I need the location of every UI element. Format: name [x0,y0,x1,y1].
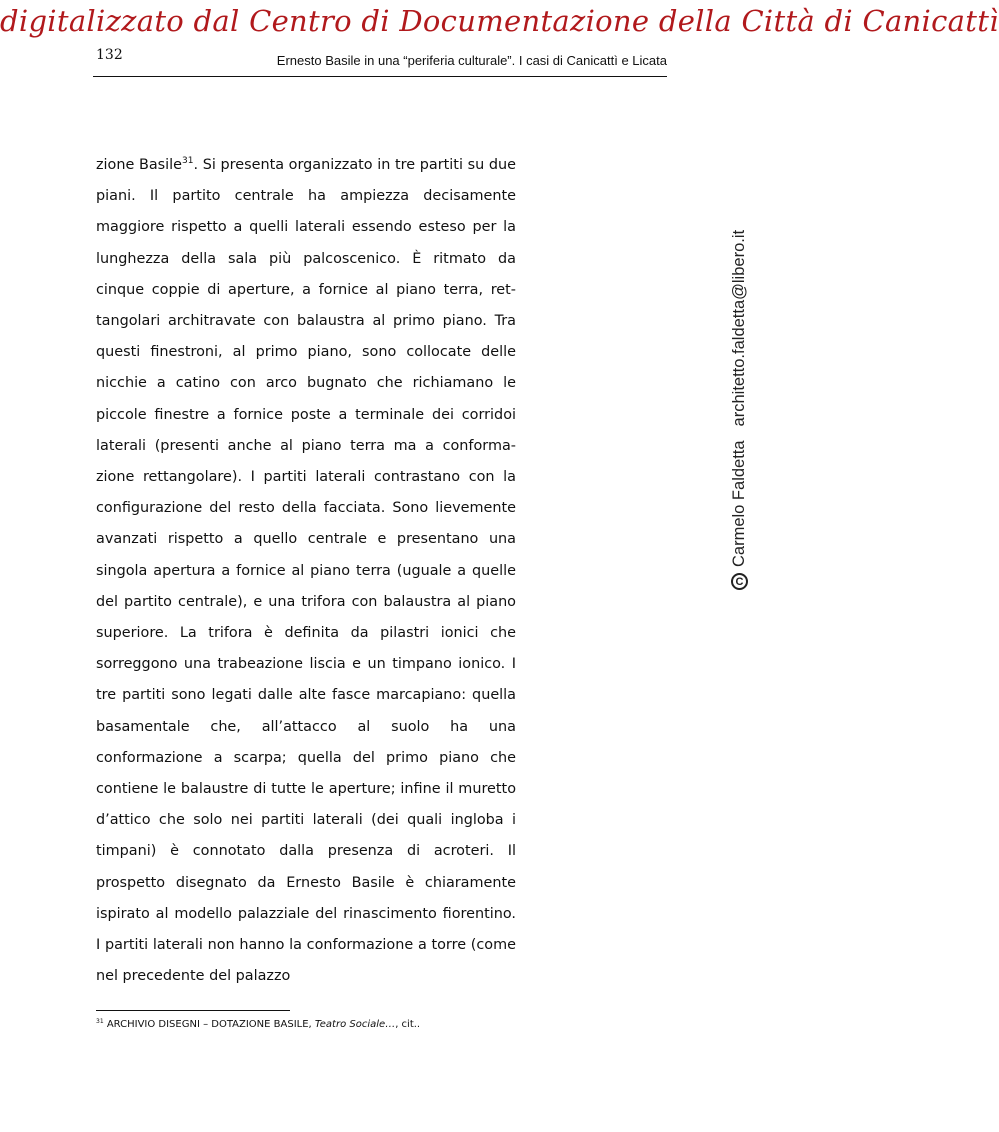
footnote-italic: Teatro Sociale… [314,1019,396,1030]
body-text: . Si presenta organizzato in tre partiti su due piani. Il partito centrale ha ampiezza decisamente maggiore rispetto a quelli laterali essendo esteso per la lunghezza della sala più palcoscenico. È ritmato da cinque coppie di aperture, a fornice al piano terra, rettangolari architravate con balaustra al primo piano. Tra questi finestroni, al primo piano, sono collocate delle nicchie a catino con arco bugnato che richiamano le piccole finestre a fornice poste a terminale dei corridoi laterali (presenti anche al piano terra ma a conformazione rettangolare). I partiti laterali contrastano con la configurazione del resto della facciata. Sono lievemente avanzati rispetto a quello centrale e presentano una singola apertura a fornice al piano terra (uguale a quelle del partito centrale), e una trifora con balaustra al piano superiore. La trifora è definita da pilastri ionici che sorreggono una trabeazione liscia e un timpano ionico. I tre partiti sono legati dalle alte fasce marcapiano: quella basamentale che, all’attacco al suolo ha una conformazione a scarpa; quella del primo piano che contiene le balaustre di tutte le aperture; infine il muretto d’attico che solo nei partiti laterali (dei quali ingloba i timpani) è connotato dalla presenza di acroteri. Il prospetto disegnato da Ernesto Basile è chiaramente ispirato al modello palazziale del rinascimento fiorentino. I partiti laterali non hanno la conformazione a torre (come nel precedente del palazzo [96,157,516,985]
footnote-text: ARCHIVIO DISEGNI – DOTAZIONE BASILE, [106,1019,315,1030]
copyright-icon: C [731,573,748,590]
credit-email: architetto.faldetta@libero.it [730,229,748,427]
header-rule [93,76,667,77]
page-number: 132 [96,47,123,63]
digitization-banner: digitalizzato dal Centro di Documentazione della Città di Canicattì [0,4,999,38]
footnote-number: 31 [96,1018,104,1025]
body-paragraph [96,150,516,992]
footnote [96,1018,420,1030]
footnote-rule [96,1010,290,1011]
running-title: Ernesto Basile in una “periferia culturale”. I casi di Canicattì e Licata [276,53,667,68]
footnote-ref[interactable]: 31 [182,156,194,166]
footnote-tail: , cit.. [395,1019,421,1030]
side-credit [730,230,749,590]
body-lead: zione Basile [96,157,183,173]
credit-author: Carmelo Faldetta [730,440,748,567]
